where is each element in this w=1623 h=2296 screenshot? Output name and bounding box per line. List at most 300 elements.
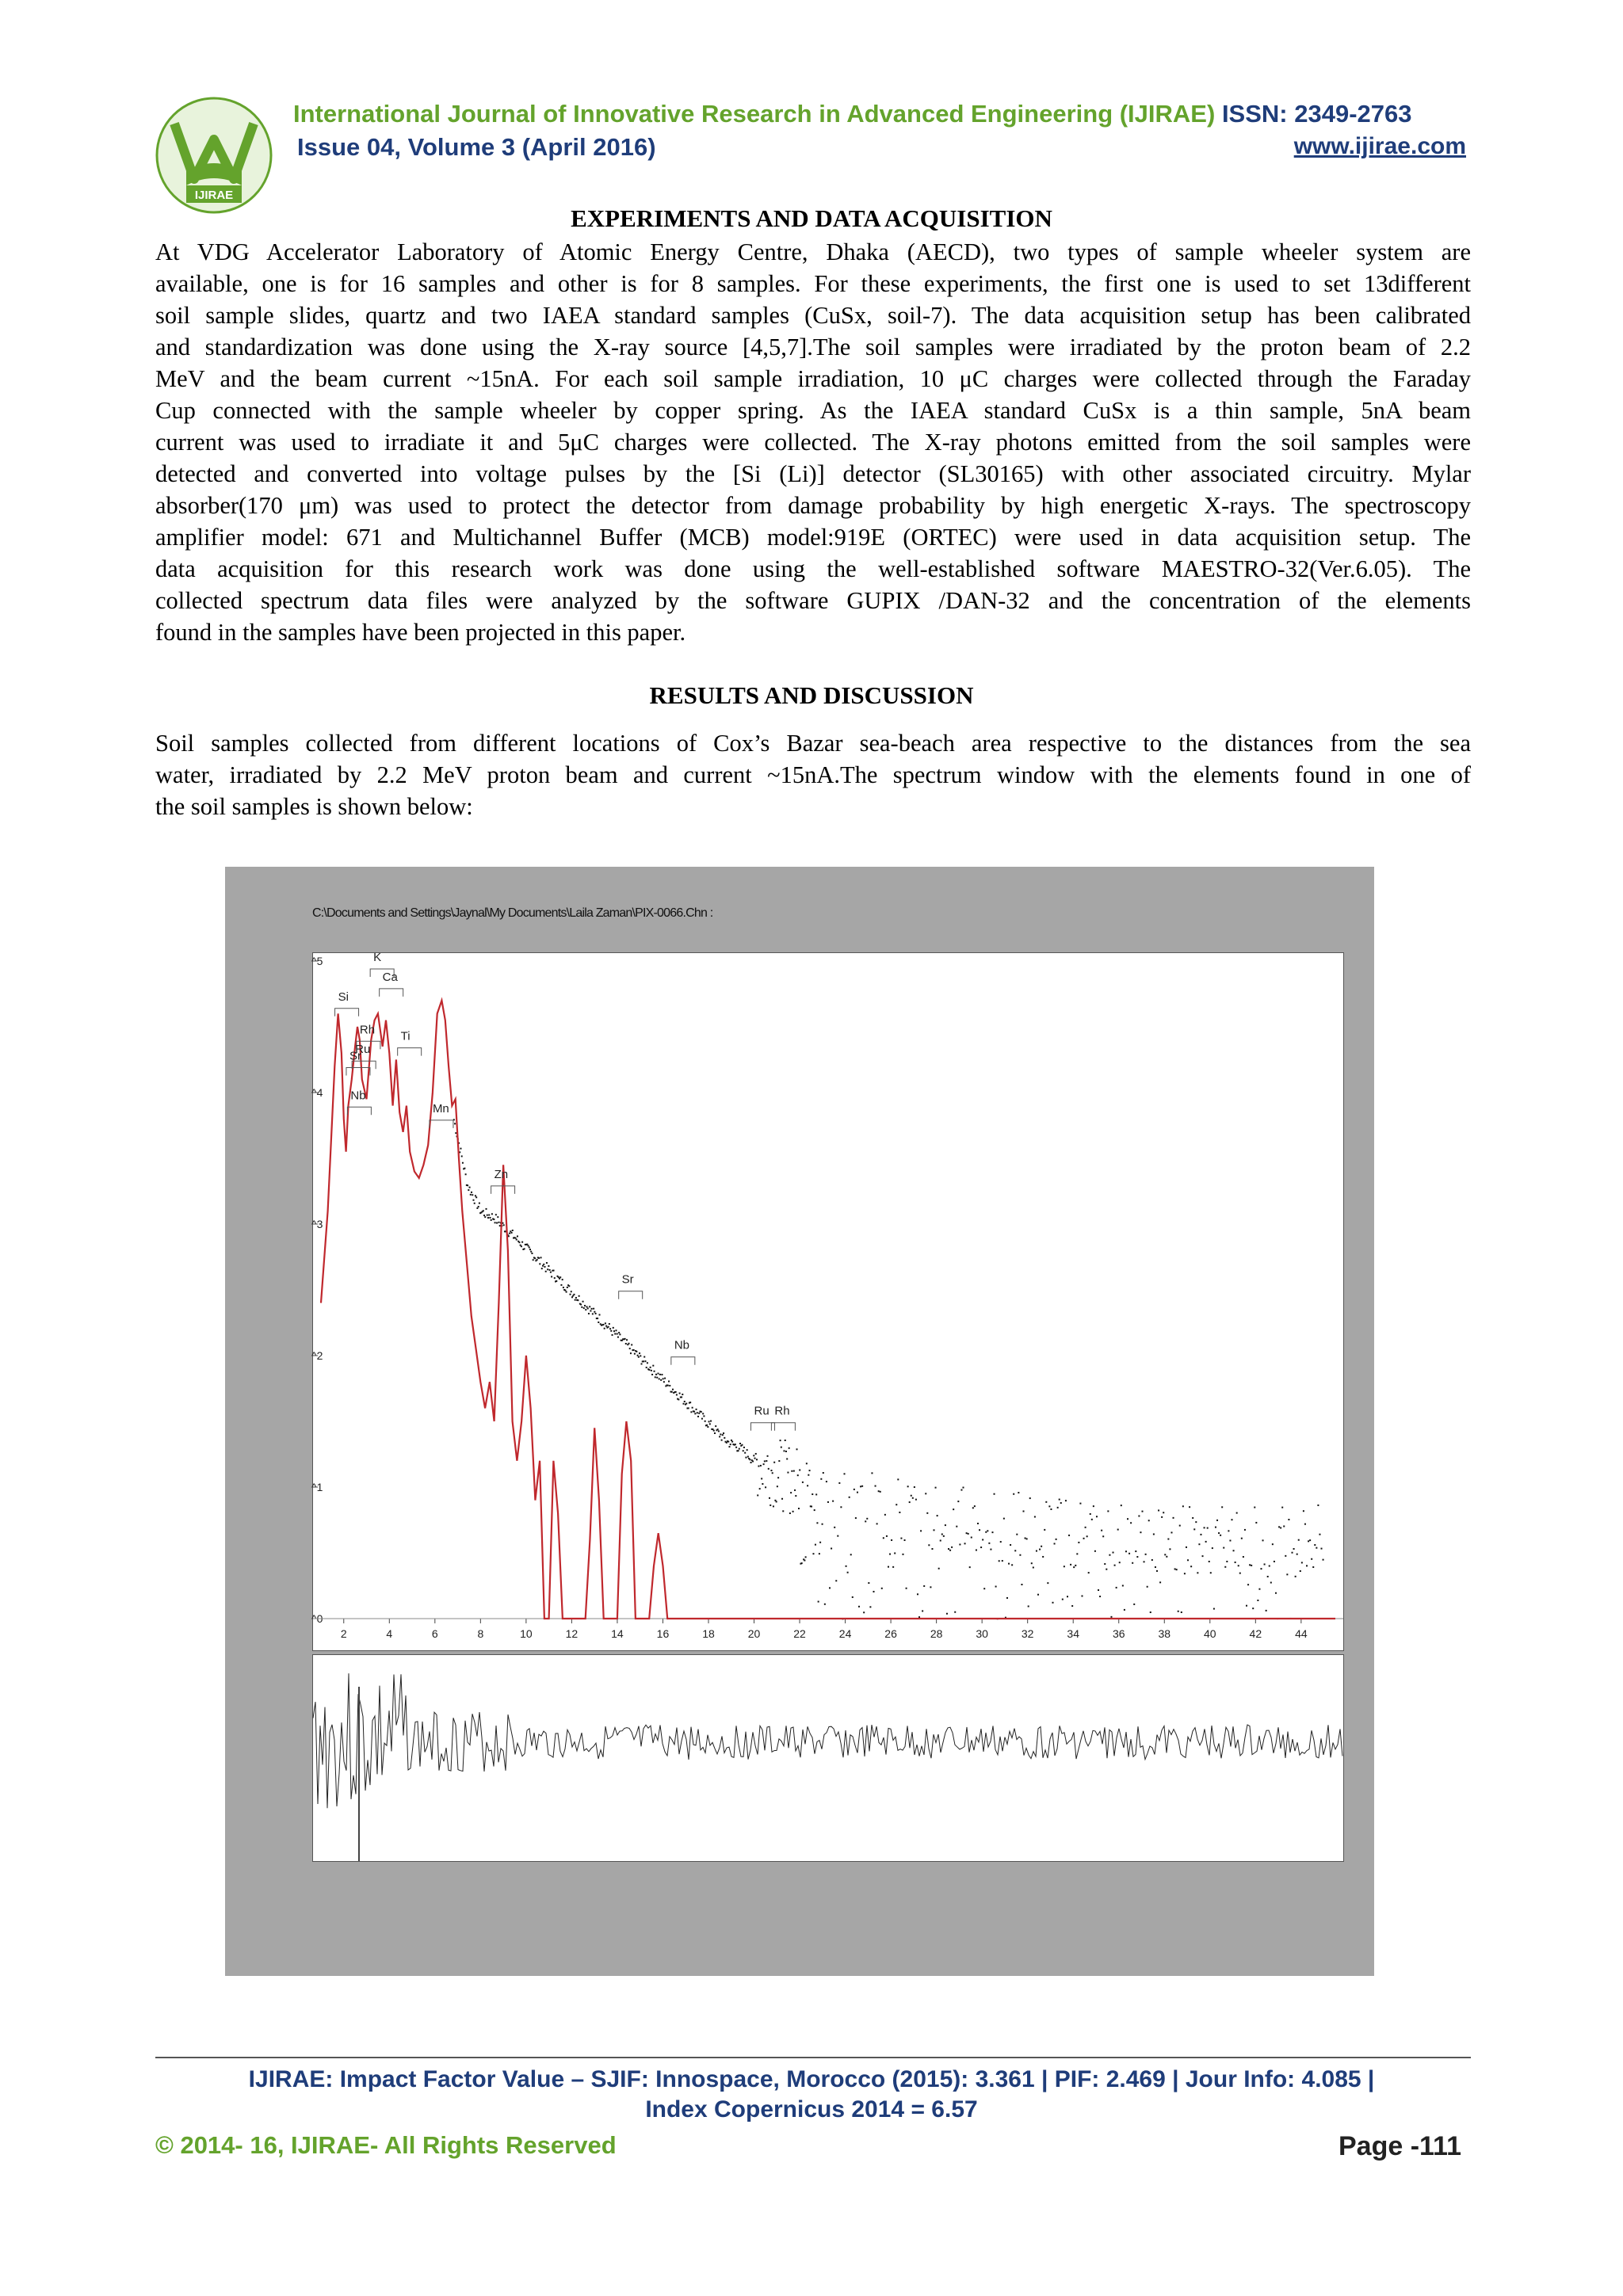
- x-tick-label: 34: [1067, 1627, 1080, 1640]
- data-point: [1321, 1548, 1323, 1550]
- x-tick-label: 38: [1158, 1627, 1171, 1640]
- data-point: [1233, 1550, 1235, 1551]
- data-point: [1213, 1608, 1215, 1610]
- data-point: [738, 1450, 739, 1451]
- data-point: [979, 1529, 980, 1531]
- copyright: © 2014- 16, IJIRAE- All Rights Reserved: [155, 2131, 617, 2159]
- data-point: [598, 1322, 599, 1323]
- data-point: [694, 1413, 696, 1414]
- data-point: [822, 1524, 823, 1525]
- data-point: [1023, 1510, 1025, 1512]
- data-point: [926, 1512, 928, 1514]
- data-point: [1101, 1530, 1102, 1531]
- data-point: [1298, 1539, 1300, 1541]
- data-point: [953, 1508, 954, 1510]
- data-point: [718, 1430, 720, 1432]
- data-point: [1241, 1538, 1243, 1539]
- data-point: [573, 1294, 575, 1295]
- data-point: [829, 1587, 831, 1589]
- data-point: [793, 1470, 795, 1472]
- data-point: [1262, 1539, 1264, 1541]
- data-point: [587, 1307, 589, 1309]
- data-point: [675, 1391, 677, 1393]
- journal-url-link[interactable]: www.ijirae.com: [1293, 133, 1466, 159]
- data-point: [1303, 1510, 1304, 1512]
- paragraph-line: amplifier model: 671 and Multichannel Buffer (MCB) model:919E (ORTEC) were used in data acquisition setup. The: [155, 524, 1471, 551]
- journal-name: [293, 100, 1411, 128]
- data-point: [613, 1327, 614, 1329]
- data-point: [807, 1485, 808, 1486]
- data-point: [1319, 1534, 1320, 1535]
- data-point: [1088, 1572, 1090, 1573]
- data-point: [994, 1493, 995, 1495]
- fit-line: [321, 1001, 1335, 1619]
- data-point: [1224, 1566, 1226, 1568]
- data-point: [521, 1245, 522, 1247]
- data-point: [1238, 1565, 1239, 1566]
- data-point: [1067, 1596, 1068, 1597]
- element-label: Si: [338, 990, 349, 1004]
- data-point: [750, 1462, 752, 1463]
- data-point: [1113, 1552, 1114, 1554]
- data-point: [753, 1455, 754, 1456]
- element-label: Ca: [382, 970, 398, 984]
- data-point: [679, 1393, 681, 1394]
- data-point: [1114, 1565, 1116, 1566]
- data-point: [1293, 1548, 1295, 1550]
- data-point: [969, 1566, 971, 1568]
- data-point: [1031, 1562, 1033, 1564]
- data-point: [541, 1268, 543, 1269]
- data-point: [795, 1495, 796, 1497]
- data-point: [849, 1497, 850, 1498]
- data-point: [787, 1472, 789, 1474]
- data-point: [896, 1504, 897, 1505]
- data-point: [491, 1219, 492, 1221]
- x-tick-label: 14: [611, 1627, 624, 1640]
- data-point: [752, 1460, 754, 1462]
- data-point: [854, 1489, 855, 1490]
- data-point: [1068, 1535, 1070, 1536]
- data-point: [1076, 1553, 1078, 1554]
- residual-trace: [313, 1673, 1342, 1808]
- data-point: [743, 1447, 745, 1448]
- data-point: [654, 1371, 655, 1372]
- data-point: [1210, 1572, 1212, 1573]
- data-point: [786, 1458, 788, 1459]
- data-point: [892, 1566, 894, 1568]
- data-point: [1316, 1547, 1317, 1549]
- data-point: [770, 1470, 772, 1471]
- data-point: [1054, 1543, 1056, 1544]
- data-point: [1247, 1584, 1249, 1585]
- data-point: [1306, 1565, 1308, 1566]
- data-point: [744, 1452, 746, 1454]
- x-tick-label: 22: [793, 1627, 806, 1640]
- data-point: [1283, 1525, 1285, 1527]
- residual-plot: [312, 1654, 1344, 1862]
- data-point: [1121, 1505, 1122, 1506]
- x-tick-label: 30: [976, 1627, 988, 1640]
- data-point: [474, 1203, 475, 1204]
- data-point: [717, 1428, 719, 1430]
- paragraph-line: found in the samples have been projected in this paper.: [155, 619, 686, 646]
- logo-text: IJIRAE: [194, 189, 234, 202]
- data-point: [684, 1401, 685, 1402]
- data-point: [925, 1493, 926, 1494]
- data-point: [789, 1512, 791, 1514]
- data-point: [1048, 1505, 1050, 1507]
- data-point: [1062, 1599, 1064, 1600]
- data-point: [1060, 1502, 1062, 1504]
- data-point: [671, 1391, 673, 1393]
- data-point: [1232, 1519, 1233, 1520]
- data-point: [759, 1488, 761, 1489]
- journal-title: International Journal of Innovative Research in Advanced Engineering (IJIRAE): [293, 100, 1216, 128]
- data-point: [948, 1548, 949, 1550]
- element-bracket: [619, 1291, 643, 1299]
- data-point: [571, 1296, 573, 1298]
- data-point: [1119, 1562, 1121, 1563]
- data-point: [548, 1265, 549, 1267]
- spectrum-chart-svg: [313, 953, 1343, 1650]
- data-point: [796, 1448, 798, 1450]
- data-point: [1179, 1525, 1181, 1527]
- data-point: [468, 1189, 469, 1191]
- data-point: [604, 1328, 605, 1329]
- data-point: [602, 1324, 604, 1325]
- data-point: [475, 1195, 476, 1196]
- footer-divider: [155, 2057, 1471, 2058]
- data-point: [722, 1434, 724, 1436]
- paragraph-line: MeV and the beam current ~15nA. For each soil sample irradiation, 10 μC charges were collected through the Faraday: [155, 365, 1471, 392]
- data-point: [891, 1539, 892, 1541]
- data-point: [1255, 1522, 1257, 1524]
- data-point: [614, 1333, 616, 1335]
- data-point: [1006, 1597, 1008, 1599]
- data-point: [766, 1460, 767, 1462]
- data-point: [966, 1532, 968, 1534]
- data-point: [928, 1544, 930, 1546]
- data-point: [1140, 1531, 1141, 1533]
- data-point: [544, 1266, 545, 1268]
- x-tick-label: 26: [884, 1627, 897, 1640]
- data-point: [899, 1512, 900, 1513]
- data-point: [755, 1453, 757, 1455]
- data-point: [757, 1494, 758, 1496]
- data-point: [909, 1501, 911, 1503]
- data-point: [568, 1285, 570, 1287]
- element-label: Nb: [674, 1338, 690, 1352]
- data-point: [651, 1374, 653, 1375]
- data-point: [1204, 1527, 1205, 1528]
- data-point: [727, 1441, 729, 1443]
- data-point: [769, 1497, 770, 1499]
- data-point: [708, 1421, 710, 1422]
- ijirae-logo: [151, 92, 277, 219]
- data-point: [479, 1203, 480, 1204]
- data-point: [514, 1238, 516, 1239]
- data-point: [1323, 1559, 1324, 1561]
- data-point: [516, 1239, 517, 1241]
- data-point: [1270, 1582, 1272, 1584]
- data-point: [1107, 1510, 1109, 1512]
- data-point: [1091, 1519, 1093, 1520]
- data-point: [1098, 1589, 1099, 1591]
- data-point: [605, 1325, 607, 1327]
- data-point: [683, 1403, 685, 1405]
- data-point: [747, 1456, 749, 1458]
- data-point: [1182, 1505, 1184, 1507]
- data-point: [894, 1552, 896, 1554]
- data-point: [1218, 1532, 1220, 1534]
- journal-header: [151, 92, 1466, 202]
- data-point: [597, 1318, 598, 1319]
- data-point: [1173, 1517, 1174, 1519]
- paragraph-line: Soil samples collected from different locations of Cox’s Bazar sea-beach area respective to the distances from the sea: [155, 730, 1471, 757]
- data-point: [647, 1362, 648, 1363]
- data-point: [1000, 1541, 1002, 1543]
- data-point: [1033, 1566, 1034, 1568]
- data-point: [682, 1394, 683, 1395]
- data-point: [534, 1257, 536, 1259]
- data-point: [954, 1611, 956, 1613]
- data-point: [1142, 1511, 1144, 1512]
- data-point: [580, 1303, 582, 1305]
- data-point: [726, 1442, 727, 1444]
- data-point: [920, 1530, 922, 1531]
- spectrum-file-path: C:\Documents and Settings\Jaynal\My Documents\Laila Zaman\PIX-0066.Chn :: [312, 906, 713, 920]
- data-point: [1286, 1573, 1288, 1575]
- data-point: [1254, 1507, 1255, 1508]
- data-point: [697, 1412, 698, 1413]
- data-point: [876, 1523, 878, 1524]
- data-point: [638, 1356, 640, 1358]
- data-point: [1041, 1546, 1042, 1547]
- data-point: [1223, 1547, 1224, 1549]
- data-point: [802, 1482, 804, 1483]
- data-point: [982, 1539, 983, 1540]
- data-point: [985, 1531, 987, 1533]
- data-point: [643, 1356, 645, 1358]
- data-point: [640, 1355, 641, 1356]
- data-point: [592, 1313, 594, 1314]
- data-point: [1021, 1584, 1022, 1585]
- data-point: [590, 1310, 591, 1312]
- element-label: Rh: [359, 1023, 376, 1037]
- data-point: [773, 1505, 774, 1507]
- data-point: [487, 1215, 488, 1216]
- data-point: [651, 1370, 652, 1371]
- data-point: [790, 1492, 792, 1493]
- data-point: [1130, 1522, 1132, 1524]
- data-point: [1314, 1544, 1316, 1546]
- data-point: [617, 1333, 618, 1335]
- data-point: [1243, 1556, 1244, 1558]
- data-point: [554, 1277, 556, 1279]
- data-point: [483, 1215, 485, 1216]
- data-point: [735, 1444, 736, 1445]
- data-point: [586, 1306, 587, 1307]
- y-tick-label: ^1: [311, 1481, 323, 1493]
- data-point: [508, 1235, 510, 1237]
- data-point: [588, 1313, 590, 1314]
- data-point: [503, 1224, 505, 1226]
- data-point: [873, 1591, 875, 1592]
- issue-info: Issue 04, Volume 3 (April 2016): [297, 133, 656, 161]
- data-point: [564, 1290, 566, 1291]
- data-point: [1181, 1611, 1182, 1613]
- data-point: [1159, 1581, 1161, 1583]
- data-point: [826, 1481, 827, 1482]
- data-point: [761, 1478, 762, 1479]
- data-point: [1169, 1548, 1170, 1550]
- data-point: [964, 1543, 966, 1544]
- data-point: [946, 1613, 948, 1615]
- data-point: [595, 1313, 597, 1314]
- data-point: [815, 1544, 816, 1546]
- data-point: [758, 1466, 759, 1467]
- data-point: [678, 1398, 679, 1400]
- x-tick-label: 6: [431, 1627, 438, 1640]
- data-point: [659, 1374, 661, 1375]
- element-bracket: [398, 1048, 422, 1056]
- data-point: [1304, 1524, 1306, 1525]
- data-point: [540, 1257, 542, 1258]
- data-point: [797, 1474, 799, 1476]
- data-point: [628, 1343, 629, 1344]
- data-point: [648, 1369, 650, 1371]
- data-point: [705, 1421, 706, 1422]
- data-point: [883, 1537, 884, 1539]
- data-point: [1220, 1535, 1221, 1536]
- data-point: [816, 1522, 818, 1524]
- data-point: [1025, 1537, 1026, 1539]
- data-point: [1064, 1566, 1065, 1567]
- data-point: [467, 1184, 468, 1186]
- data-point: [469, 1187, 471, 1188]
- data-point: [667, 1385, 669, 1386]
- data-point: [1184, 1573, 1186, 1574]
- data-point: [511, 1232, 513, 1234]
- data-point: [609, 1328, 611, 1329]
- data-point: [553, 1270, 555, 1272]
- data-point: [918, 1616, 920, 1618]
- data-point: [888, 1566, 889, 1568]
- data-point: [743, 1450, 744, 1451]
- data-point: [579, 1295, 580, 1297]
- data-point: [566, 1291, 567, 1293]
- data-point: [539, 1263, 540, 1264]
- data-point: [799, 1469, 800, 1470]
- data-point: [1106, 1569, 1107, 1570]
- data-point: [581, 1306, 582, 1308]
- data-point: [720, 1433, 721, 1435]
- data-point: [1260, 1568, 1262, 1569]
- data-point: [819, 1553, 820, 1554]
- data-point: [1056, 1539, 1057, 1540]
- data-point: [562, 1279, 563, 1280]
- data-point: [1202, 1555, 1204, 1557]
- data-point: [605, 1322, 606, 1324]
- data-point: [1281, 1507, 1283, 1508]
- data-point: [1198, 1543, 1200, 1545]
- data-point: [1075, 1565, 1076, 1566]
- data-point: [672, 1389, 674, 1390]
- data-point: [739, 1448, 740, 1450]
- data-point: [1308, 1540, 1309, 1542]
- data-point: [937, 1515, 938, 1516]
- data-point: [584, 1305, 586, 1306]
- data-point: [1312, 1566, 1314, 1568]
- data-point: [861, 1486, 863, 1487]
- data-point: [1239, 1573, 1241, 1574]
- data-point: [881, 1588, 883, 1589]
- data-point: [959, 1543, 960, 1545]
- data-point: [538, 1257, 540, 1259]
- data-point: [911, 1495, 912, 1497]
- data-point: [1229, 1540, 1231, 1542]
- data-point: [455, 1132, 456, 1134]
- results-paragraph: [155, 727, 1471, 822]
- data-point: [777, 1486, 778, 1487]
- element-bracket: [347, 1107, 371, 1115]
- data-point: [533, 1259, 534, 1261]
- data-point: [661, 1374, 663, 1375]
- data-point: [763, 1463, 765, 1465]
- data-point: [769, 1505, 771, 1506]
- data-point: [483, 1210, 484, 1211]
- data-point: [764, 1460, 766, 1462]
- data-point: [1028, 1605, 1029, 1607]
- data-point: [488, 1215, 490, 1216]
- data-point: [1099, 1596, 1101, 1597]
- paragraph-line: collected spectrum data files were analyzed by the software GUPIX /DAN-32 and the concentration of the elements: [155, 587, 1471, 614]
- data-point: [659, 1378, 660, 1379]
- data-point: [1167, 1539, 1169, 1540]
- data-point: [835, 1580, 837, 1581]
- data-point: [497, 1216, 498, 1218]
- data-point: [644, 1360, 646, 1362]
- data-point: [1018, 1492, 1019, 1493]
- data-point: [1104, 1563, 1106, 1565]
- data-point: [660, 1379, 662, 1381]
- data-point: [676, 1394, 678, 1395]
- data-point: [930, 1586, 931, 1588]
- data-point: [1195, 1521, 1197, 1523]
- data-point: [1275, 1592, 1277, 1594]
- data-point: [582, 1301, 584, 1302]
- data-point: [868, 1582, 869, 1584]
- data-point: [641, 1363, 643, 1365]
- data-point: [1309, 1539, 1311, 1541]
- x-tick-label: 20: [747, 1627, 761, 1640]
- data-point: [495, 1222, 496, 1223]
- paragraph-line: soil sample slides, quartz and two IAEA standard samples (CuSx, soil-7). The data acquisition setup has been calibrated: [155, 302, 1471, 329]
- data-point: [865, 1520, 866, 1522]
- data-point: [968, 1533, 969, 1535]
- data-point: [1116, 1587, 1117, 1589]
- data-point: [1050, 1508, 1052, 1510]
- data-point: [1266, 1610, 1267, 1611]
- data-point: [1244, 1529, 1246, 1531]
- data-point: [938, 1568, 940, 1569]
- x-tick-label: 4: [386, 1627, 393, 1640]
- data-point: [495, 1214, 497, 1215]
- data-point: [1096, 1516, 1098, 1517]
- data-point: [923, 1585, 925, 1587]
- data-point: [701, 1411, 702, 1413]
